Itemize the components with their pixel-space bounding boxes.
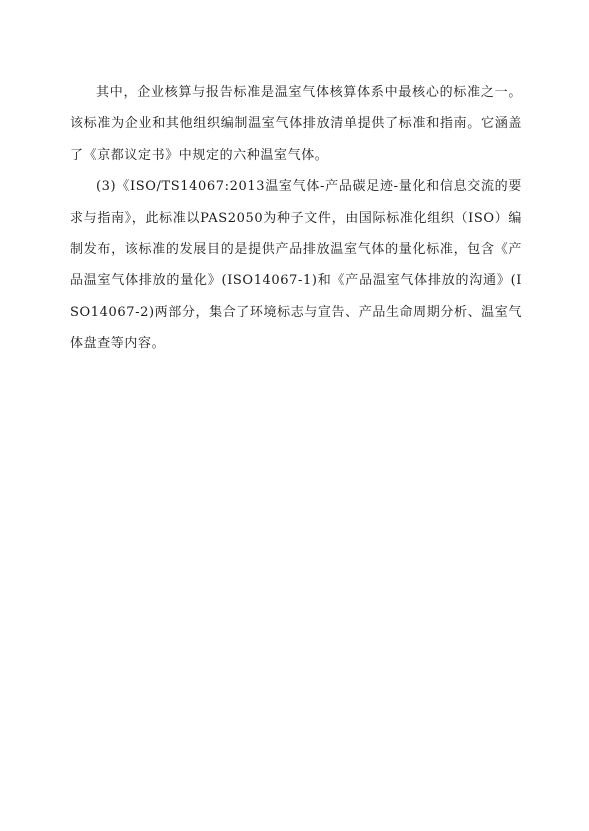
document-body — [70, 77, 522, 360]
paragraph-iso-14067: (3)《ISO/TS14067:2013温室气体-产品碳足迹-量化和信息交流的要求与指南》，此标准以PAS2050为种子文件，由国际标准化组织（ISO）编制发布，该标准的发展目的是提供产品排放温室气体的量化标准，包含《产品温室气体排放的量化》(ISO14067-1)和《产品温室气体排放的沟通》(ISO14067-2)两部分，集合了环境标志与宣告、产品生命周期分析、温室气体盘查等内容。 — [70, 179, 522, 352]
paragraph-ghg-protocol: 其中，企业核算与报告标准是温室气体核算体系中最核心的标准之一。该标准为企业和其他组织编制温室气体排放清单提供了标准和指南。它涵盖了《京都议定书》中规定的六种温室气体。 — [70, 85, 522, 163]
